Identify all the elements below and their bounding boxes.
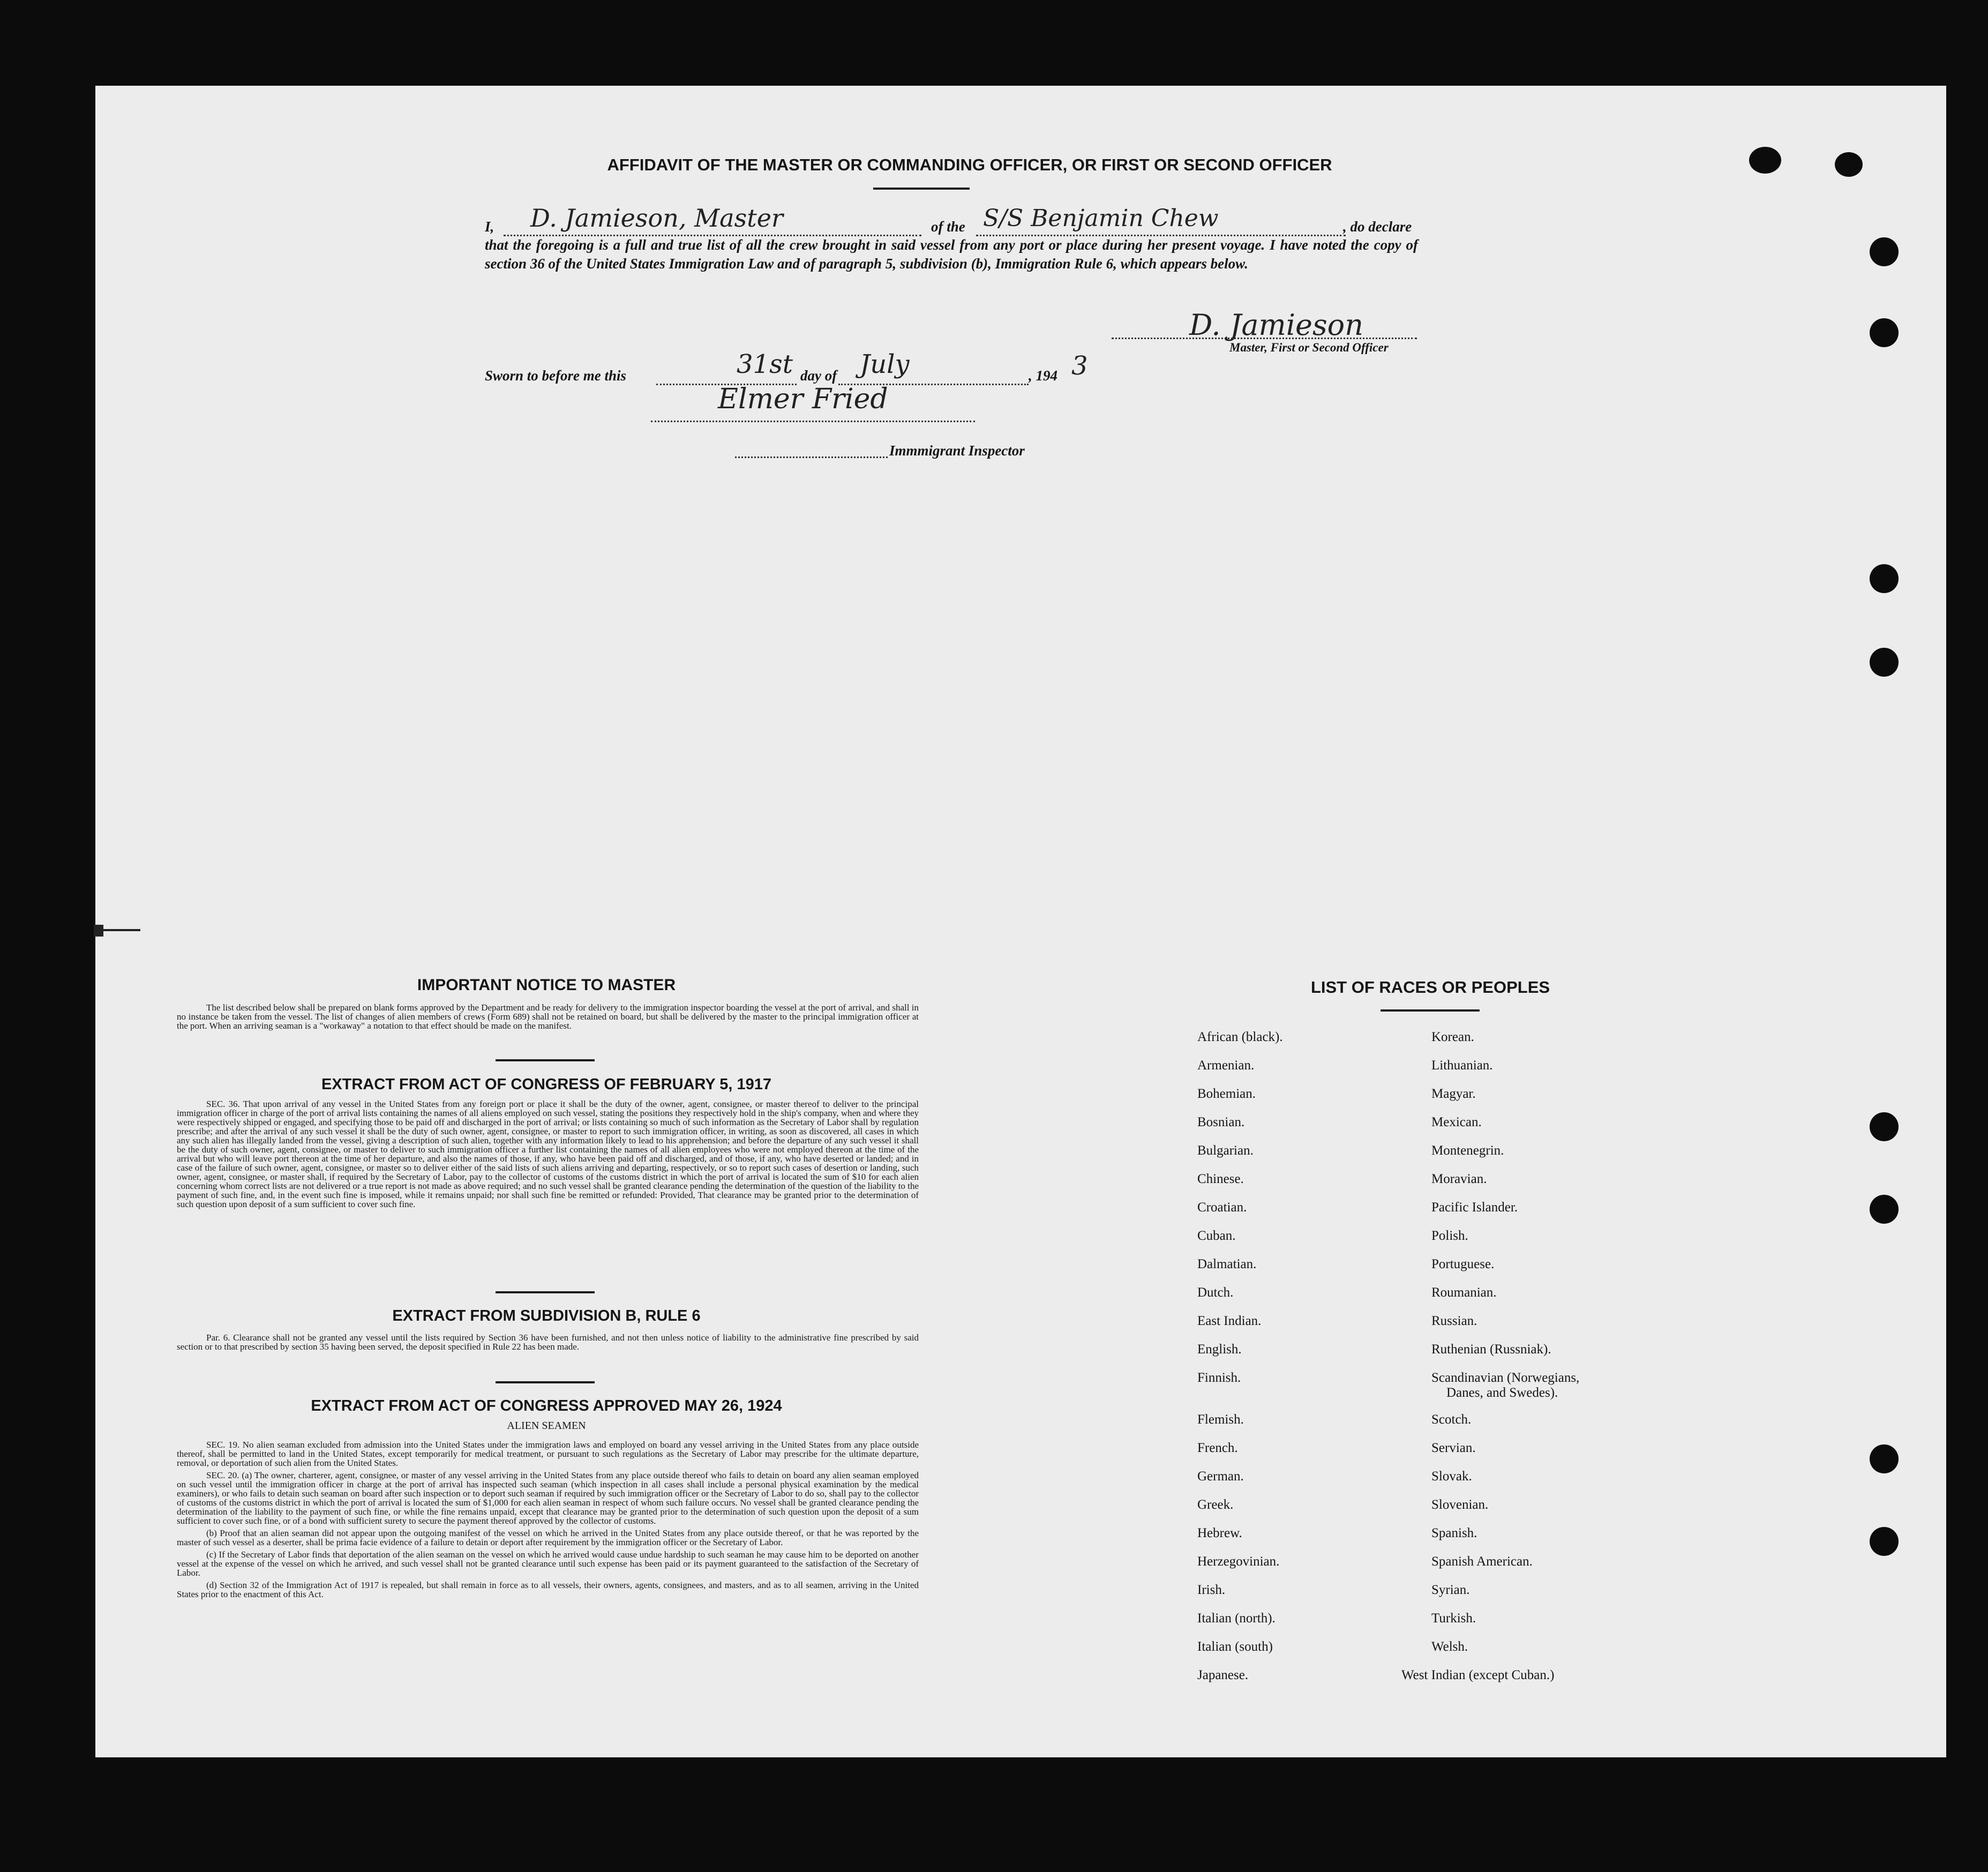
race-item: Slovak.: [1431, 1469, 1472, 1484]
section-36-paragraph: SEC. 36. That upon arrival of any vessel in the United States from any foreign port or place it shall be the duty of the owner, agent, consignee, or master thereof to deliver to the principal immigration officer in charge of the port of arrival lists containing the names of all aliens employed on such vessel, stating the positions they respectively hold in the ship's company, when and where they were respectively shipped or engaged, and specifying those to be paid off and discharged in the port of arrival; or lists containing so much of such information as the Secretary of Labor shall by regulation prescribe; and after the arrival of any such vessel it shall be the duty of such owner, agent, consignee, or master to report to such immigration officer, in writing, as soon as discovered, all cases in which any such alien has illegally landed from the vessel, giving a description of such alien, together with any information likely to lead to his apprehension; and before the departure of any such vessel it shall be the duty of such owner, agent, consignee, or master to deliver to such immigration officer a further list containing the names of all alien employees who were not employed thereon at the time of the arrival but who will leave port thereon at the time of her departure, and also the names of those, if any, who have been paid off and discharged, and of those, if any, who have deserted or landed; and in case of the failure of such owner, agent, consignee, or master so to deliver either of the said lists of such aliens arriving and departing, respectively, or so to report such cases of desertion or landing, such owner, agent, consignee, or master shall, if required by the Secretary of Labor, pay to the collector of customs of the customs district in which the port of arrival is located the sum of $10 for each alien concerning whom correct lists are not delivered or a true report is not made as above required; and no such vessel shall be granted clearance pending the determination of the question of the liability to the payment of such fine, and, in the event such fine is imposed, while it remains unpaid; nor shall such fine be remitted or refunded: Provided, That clearance may be granted prior to the determination of such question upon deposit of a sum sufficient to cover such fine.: [177, 1099, 919, 1209]
race-item: Ruthenian (Russniak).: [1431, 1342, 1551, 1357]
sec-19-paragraph: SEC. 19. No alien seaman excluded from admission into the United States under the immigration laws and employed on board any vessel arriving in the United States from any place outside thereof, shall be permitted to land in the United States, except temporarily for medical treatment, or pursuant to such regulations as the Secretary of Labor may prescribe for the ultimate departure, removal, or deportation of such alien from the United States.: [177, 1440, 919, 1468]
sworn-year: 3: [1071, 351, 1088, 381]
punch-hole: [1870, 1527, 1899, 1556]
title-divider: [873, 188, 970, 190]
race-item: German.: [1197, 1469, 1244, 1484]
race-item: Scandinavian (Norwegians,: [1431, 1371, 1580, 1385]
vessel-name: S/S Benjamin Chew: [983, 205, 1219, 232]
race-item: Bulgarian.: [1197, 1143, 1254, 1158]
race-item: Montenegrin.: [1431, 1143, 1504, 1158]
notice-title: IMPORTANT NOTICE TO MASTER: [417, 976, 676, 994]
race-item: Roumanian.: [1431, 1285, 1497, 1300]
punch-hole: [1870, 564, 1899, 593]
extract-rule6-title: EXTRACT FROM SUBDIVISION B, RULE 6: [392, 1307, 701, 1324]
signature-caption: Master, First or Second Officer: [1229, 341, 1389, 354]
race-item: Lithuanian.: [1431, 1058, 1493, 1073]
inspector-sign-line: [651, 421, 975, 422]
race-item: Pacific Islander.: [1431, 1200, 1518, 1215]
sec-20d-paragraph: (d) Section 32 of the Immigration Act of 1917 is repealed, but shall remain in force as to all vessels, their owners, agents, consignees, and masters, and as to all seamen, arriving in the United States prior to the enactment of this Act.: [177, 1580, 919, 1599]
extract-1924-title: EXTRACT FROM ACT OF CONGRESS APPROVED MAY 26, 1924: [311, 1397, 782, 1414]
section-divider: [496, 1291, 595, 1293]
do-declare-label: , do declare: [1343, 219, 1412, 235]
race-item: English.: [1197, 1342, 1242, 1357]
race-item: Bohemian.: [1197, 1087, 1256, 1101]
race-item: French.: [1197, 1441, 1238, 1455]
alien-seamen-subtitle: ALIEN SEAMEN: [507, 1420, 586, 1432]
punch-hole: [1870, 1195, 1899, 1224]
race-item: Turkish.: [1431, 1611, 1476, 1626]
race-item: Syrian.: [1431, 1583, 1470, 1597]
section-divider: [496, 1381, 595, 1383]
race-item: Dutch.: [1197, 1285, 1234, 1300]
races-divider: [1381, 1009, 1480, 1012]
sec-20b-paragraph: (b) Proof that an alien seaman did not appear upon the outgoing manifest of the vessel on which he arrived in the United States from any place outside thereof, or that he was reported by the master of such vessel as a deserter, shall be prima facie evidence of a failure to detain or deport after requirement by the immigration officer or the Secretary of Labor.: [177, 1528, 919, 1547]
races-title: LIST OF RACES OR PEOPLES: [1310, 978, 1550, 997]
race-item: Bosnian.: [1197, 1115, 1245, 1129]
race-item: Welsh.: [1431, 1639, 1468, 1654]
year-prefix: , 194: [1029, 368, 1057, 384]
inspector-signature: Elmer Fried: [718, 383, 888, 415]
race-item: Servian.: [1431, 1441, 1476, 1455]
race-item: Scotch.: [1431, 1412, 1472, 1427]
race-item: African (black).: [1197, 1030, 1283, 1044]
race-item: Danes, and Swedes).: [1446, 1386, 1558, 1400]
race-item: Spanish American.: [1431, 1554, 1533, 1569]
race-item: Mexican.: [1431, 1115, 1482, 1129]
race-item: East Indian.: [1197, 1314, 1262, 1328]
race-item: Finnish.: [1197, 1371, 1241, 1385]
section-divider: [496, 1059, 595, 1061]
notice-paragraph: The list described below shall be prepared on blank forms approved by the Department and be ready for delivery to the immigration inspector boarding the vessel at the port of arrival, and shall in no instance be taken from the vessel. The list of changes of alien members of crews (Form 689) shall not be retained on board, but shall be delivered by the master to the principal immigration officer at the port. When an arriving seaman is a "workaway" a notation to that effect should be made on the manifest.: [177, 1002, 919, 1031]
of-the-label: of the: [931, 219, 965, 235]
master-name: D. Jamieson, Master: [530, 204, 783, 233]
race-item: Russian.: [1431, 1314, 1477, 1328]
punch-hole: [1870, 1112, 1899, 1141]
punch-hole: [1749, 147, 1781, 174]
race-item: Italian (north).: [1197, 1611, 1276, 1626]
race-item: Greek.: [1197, 1497, 1234, 1512]
affidavit-title: AFFIDAVIT OF THE MASTER OR COMMANDING OFFICER, OR FIRST OR SECOND OFFICER: [607, 155, 1332, 174]
race-item: Italian (south): [1197, 1639, 1273, 1654]
sworn-month: July: [860, 349, 910, 379]
sec-20c-paragraph: (c) If the Secretary of Labor finds that deportation of the alien seaman on the vessel on which he arrived would cause undue hardship to such seaman he may cause him to be deported on another vessel at the expense of the vessel on which he arrived, and such vessel shall not be granted clearance until such expense has been paid or its payment guaranteed to the satisfaction of the Secretary of Labor.: [177, 1549, 919, 1578]
declaration-text: that the foregoing is a full and true list of all the crew brought in said vessel from any port or place during her present voyage. I have noted the copy of section 36 of the United States Immigration Law and of paragraph 5, subdivision (b), Immigration Rule 6, which appears below.: [485, 237, 1418, 272]
day-of-label: day of: [800, 368, 837, 384]
race-item: Spanish.: [1431, 1526, 1477, 1540]
edge-mark: [102, 929, 140, 931]
race-item: Japanese.: [1197, 1668, 1249, 1682]
race-item: Chinese.: [1197, 1172, 1244, 1186]
master-signature: D. Jamieson: [1189, 308, 1363, 342]
inspector-caption: Immmigrant Inspector: [889, 443, 1025, 459]
edge-mark: [94, 925, 103, 937]
race-item: Magyar.: [1431, 1087, 1476, 1101]
sworn-label: Sworn to before me this: [485, 368, 627, 384]
inspector-line: [735, 456, 888, 458]
sec-20a-paragraph: SEC. 20. (a) The owner, charterer, agent, consignee, or master of any vessel arriving in the United States from any place outside thereof who fails to detain on board any alien seaman employed on such vessel until the immigration officer in charge at the port of arrival has inspected such seaman (which inspection in all cases shall include a personal physical examination by the medical examiners), or who fails to detain such seaman on board after such inspection or to deport such seaman if required by such immigration officer or the Secretary of Labor to do so, shall pay to the collector of customs of the customs district in which the port of arrival is located the sum of $1,000 for each alien seaman in respect of whom such failure occurs. No vessel shall be granted clearance pending the determination of the liability to the payment of such fine, or while the fine remains unpaid, except that clearance may be granted prior to the determination of such question upon the deposit of a sum sufficient to cover such fine, or of a bond with sufficient surety to secure the payment thereof approved by the collector of customs.: [177, 1470, 919, 1526]
race-item: West Indian (except Cuban.): [1401, 1668, 1555, 1682]
race-item: Irish.: [1197, 1583, 1226, 1597]
extract-1917-text: [177, 1099, 919, 1212]
punch-hole: [1835, 152, 1863, 177]
race-item: Korean.: [1431, 1030, 1474, 1044]
punch-hole: [1870, 648, 1899, 677]
race-item: Hebrew.: [1197, 1526, 1242, 1540]
race-item: Portuguese.: [1431, 1257, 1495, 1271]
race-item: Flemish.: [1197, 1412, 1244, 1427]
race-item: Herzegovinian.: [1197, 1554, 1280, 1569]
extract-1917-title: EXTRACT FROM ACT OF CONGRESS OF FEBRUARY 5, 1917: [321, 1076, 772, 1093]
race-item: Armenian.: [1197, 1058, 1255, 1073]
race-item: Croatian.: [1197, 1200, 1247, 1215]
punch-hole: [1870, 237, 1899, 266]
race-item: Moravian.: [1431, 1172, 1487, 1186]
punch-hole: [1870, 1444, 1899, 1473]
par-6-paragraph: Par. 6. Clearance shall not be granted any vessel until the lists required by Section 36 have been furnished, and not then unless notice of liability to the administrative fine prescribed by said section or to that prescribed by section 35 having been served, the deposit specified in Rule 22 has been made.: [177, 1332, 919, 1352]
sworn-day: 31st: [737, 349, 793, 379]
extract-1924-text: [177, 1440, 919, 1602]
extract-rule6-text: [177, 1333, 919, 1354]
punch-hole: [1870, 318, 1899, 347]
race-item: Dalmatian.: [1197, 1257, 1257, 1271]
race-item: Polish.: [1431, 1229, 1468, 1243]
notice-text: [177, 1003, 919, 1034]
race-item: Cuban.: [1197, 1229, 1236, 1243]
race-item: Slovenian.: [1431, 1497, 1489, 1512]
i-label: I,: [485, 219, 494, 235]
